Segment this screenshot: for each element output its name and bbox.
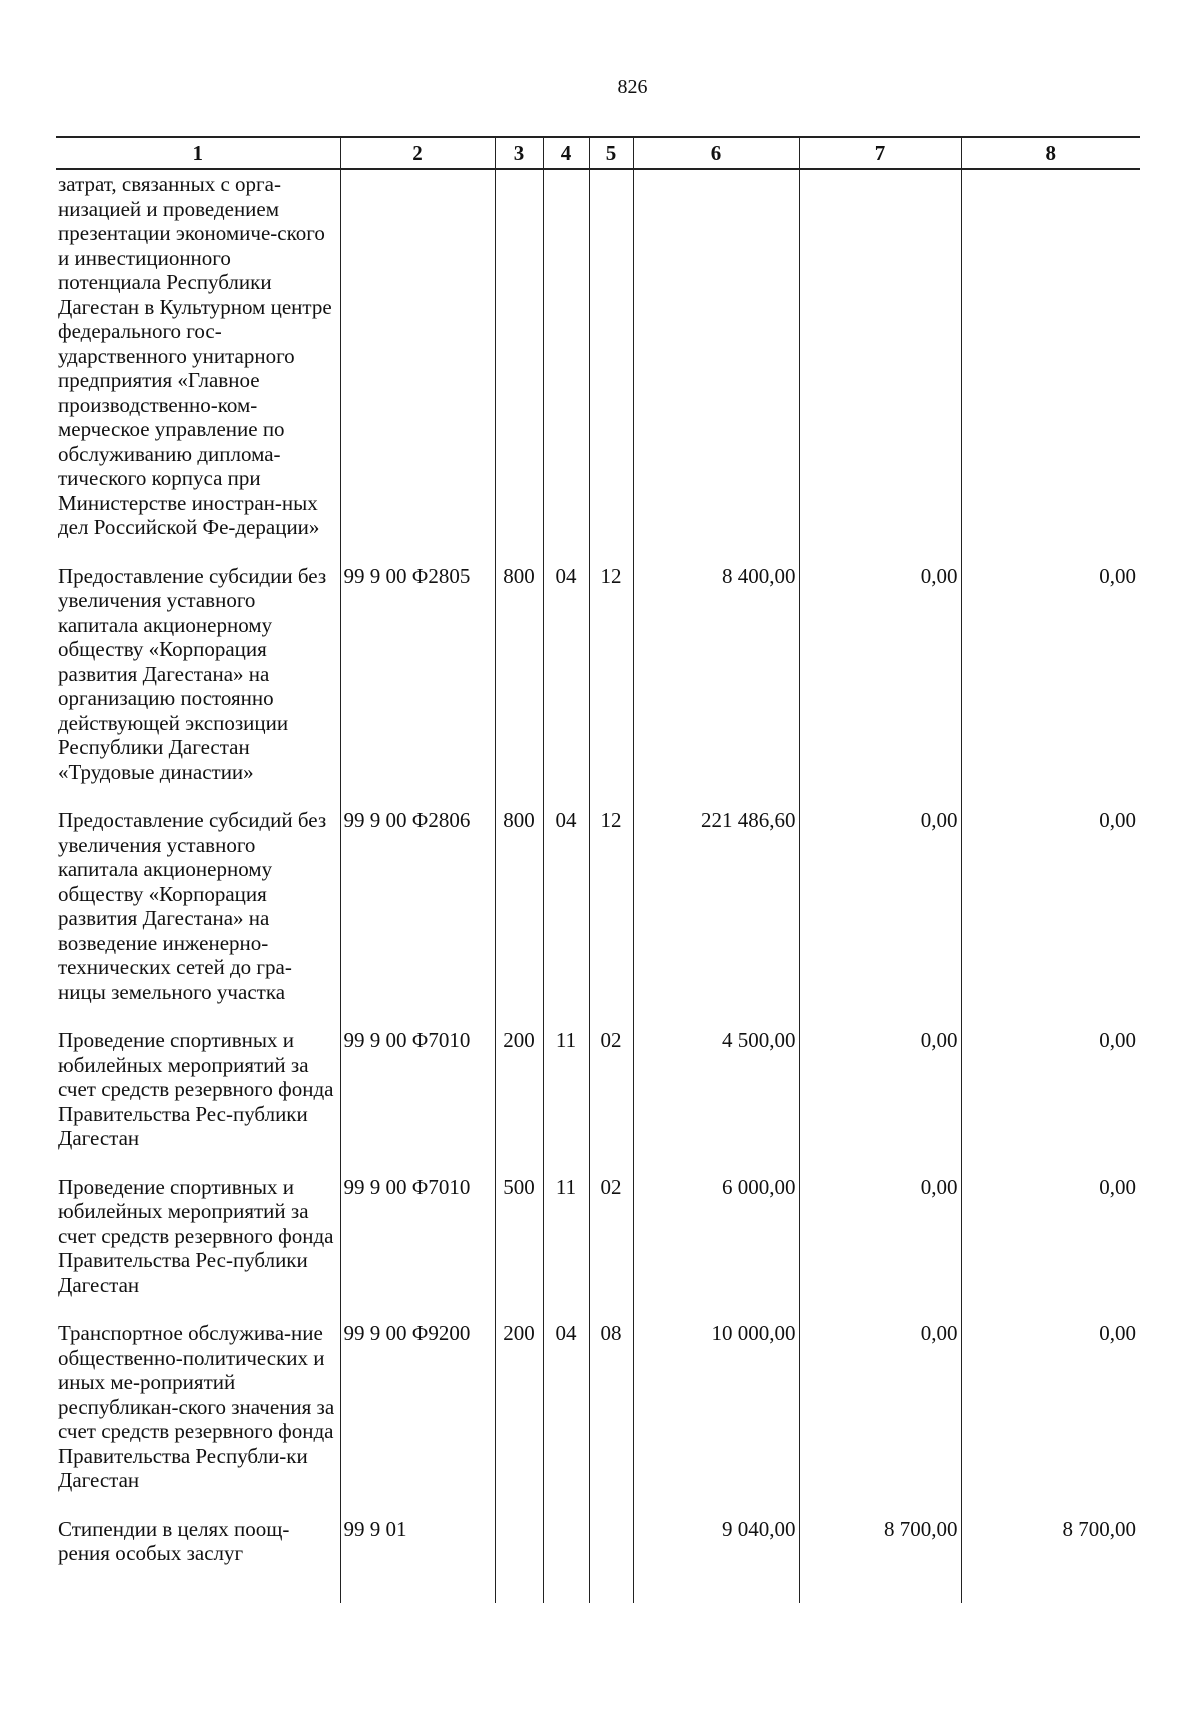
row-col-5 xyxy=(589,1515,633,1603)
row-col-6: 10 000,00 xyxy=(633,1319,799,1515)
row-col-8: 0,00 xyxy=(961,1319,1140,1515)
table-row xyxy=(56,1173,1140,1320)
header-col-5: 5 xyxy=(589,137,633,169)
row-col-3: 200 xyxy=(495,1026,543,1173)
row-col-8 xyxy=(961,169,1140,562)
row-code: 99 9 00 Ф7010 xyxy=(340,1026,495,1173)
row-col-5: 02 xyxy=(589,1173,633,1320)
row-code: 99 9 00 Ф2806 xyxy=(340,806,495,1026)
row-col-3: 800 xyxy=(495,562,543,807)
row-name: Предоставление субсидий без увеличения уставного капитала акционерному обществу «Корпорация развития Дагестана» на возведение инженерно-технических сетей до гра-ницы земельного участка xyxy=(56,806,340,1026)
row-name: Предоставление субсидии без увеличения уставного капитала акционерному обществу «Корпорация развития Дагестана» на организацию постоянно действующей экспозиции Республики Дагестан «Трудовые династии» xyxy=(56,562,340,807)
row-col-4: 04 xyxy=(543,806,589,1026)
row-col-7: 0,00 xyxy=(799,806,961,1026)
row-col-4: 11 xyxy=(543,1173,589,1320)
table-row xyxy=(56,562,1140,807)
row-col-3: 500 xyxy=(495,1173,543,1320)
row-col-8: 8 700,00 xyxy=(961,1515,1140,1603)
row-col-3: 800 xyxy=(495,806,543,1026)
row-code: 99 9 00 Ф7010 xyxy=(340,1173,495,1320)
header-col-1: 1 xyxy=(56,137,340,169)
page-number: 826 xyxy=(617,76,648,98)
row-name: Стипендии в целях поощ-рения особых заслуг xyxy=(56,1515,340,1603)
row-code: 99 9 00 Ф9200 xyxy=(340,1319,495,1515)
row-col-4: 04 xyxy=(543,562,589,807)
table-row xyxy=(56,1319,1140,1515)
row-col-5: 12 xyxy=(589,806,633,1026)
row-col-5: 02 xyxy=(589,1026,633,1173)
row-col-7: 0,00 xyxy=(799,1319,961,1515)
table-row xyxy=(56,1026,1140,1173)
row-col-5 xyxy=(589,169,633,562)
budget-table-wrap xyxy=(56,136,1140,1603)
row-col-4: 04 xyxy=(543,1319,589,1515)
row-col-7: 0,00 xyxy=(799,562,961,807)
row-col-7: 8 700,00 xyxy=(799,1515,961,1603)
row-col-8: 0,00 xyxy=(961,1026,1140,1173)
row-col-7: 0,00 xyxy=(799,1026,961,1173)
header-col-2: 2 xyxy=(340,137,495,169)
row-col-8: 0,00 xyxy=(961,562,1140,807)
row-col-8: 0,00 xyxy=(961,1173,1140,1320)
row-code: 99 9 01 xyxy=(340,1515,495,1603)
row-col-3 xyxy=(495,1515,543,1603)
row-code: 99 9 00 Ф2805 xyxy=(340,562,495,807)
row-col-5: 12 xyxy=(589,562,633,807)
row-name: Проведение спортивных и юбилейных мероприятий за счет средств резервного фонда Правительства Рес-публики Дагестан xyxy=(56,1026,340,1173)
header-row xyxy=(56,137,1140,169)
row-col-6: 9 040,00 xyxy=(633,1515,799,1603)
row-col-4 xyxy=(543,169,589,562)
budget-table xyxy=(56,136,1140,1603)
row-col-3: 200 xyxy=(495,1319,543,1515)
row-col-6: 4 500,00 xyxy=(633,1026,799,1173)
row-code xyxy=(340,169,495,562)
row-col-4: 11 xyxy=(543,1026,589,1173)
header-col-8: 8 xyxy=(961,137,1140,169)
row-col-3 xyxy=(495,169,543,562)
table-row xyxy=(56,169,1140,562)
row-name: Транспортное обслужива-ние общественно-политических и иных ме-роприятий республикан-ского значения за счет средств резервного фонда Правительства Республи-ки Дагестан xyxy=(56,1319,340,1515)
row-name: затрат, связанных с орга-низацией и проведением презентации экономиче-ского и инвестиционного потенциала Республики Дагестан в Культурном центре федерального гос-ударственного унитарного предприятия «Главное производственно-ком-мерческое управление по обслуживанию диплома-тического корпуса при Министерстве иностран-ных дел Российской Фе-дерации» xyxy=(56,169,340,562)
row-col-4 xyxy=(543,1515,589,1603)
row-col-6 xyxy=(633,169,799,562)
header-col-6: 6 xyxy=(633,137,799,169)
row-col-7: 0,00 xyxy=(799,1173,961,1320)
table-row xyxy=(56,1515,1140,1603)
row-col-7 xyxy=(799,169,961,562)
table-row xyxy=(56,806,1140,1026)
header-col-3: 3 xyxy=(495,137,543,169)
row-col-6: 221 486,60 xyxy=(633,806,799,1026)
row-col-6: 6 000,00 xyxy=(633,1173,799,1320)
row-col-8: 0,00 xyxy=(961,806,1140,1026)
row-name: Проведение спортивных и юбилейных мероприятий за счет средств резервного фонда Правительства Рес-публики Дагестан xyxy=(56,1173,340,1320)
header-col-7: 7 xyxy=(799,137,961,169)
header-col-4: 4 xyxy=(543,137,589,169)
row-col-6: 8 400,00 xyxy=(633,562,799,807)
row-col-5: 08 xyxy=(589,1319,633,1515)
